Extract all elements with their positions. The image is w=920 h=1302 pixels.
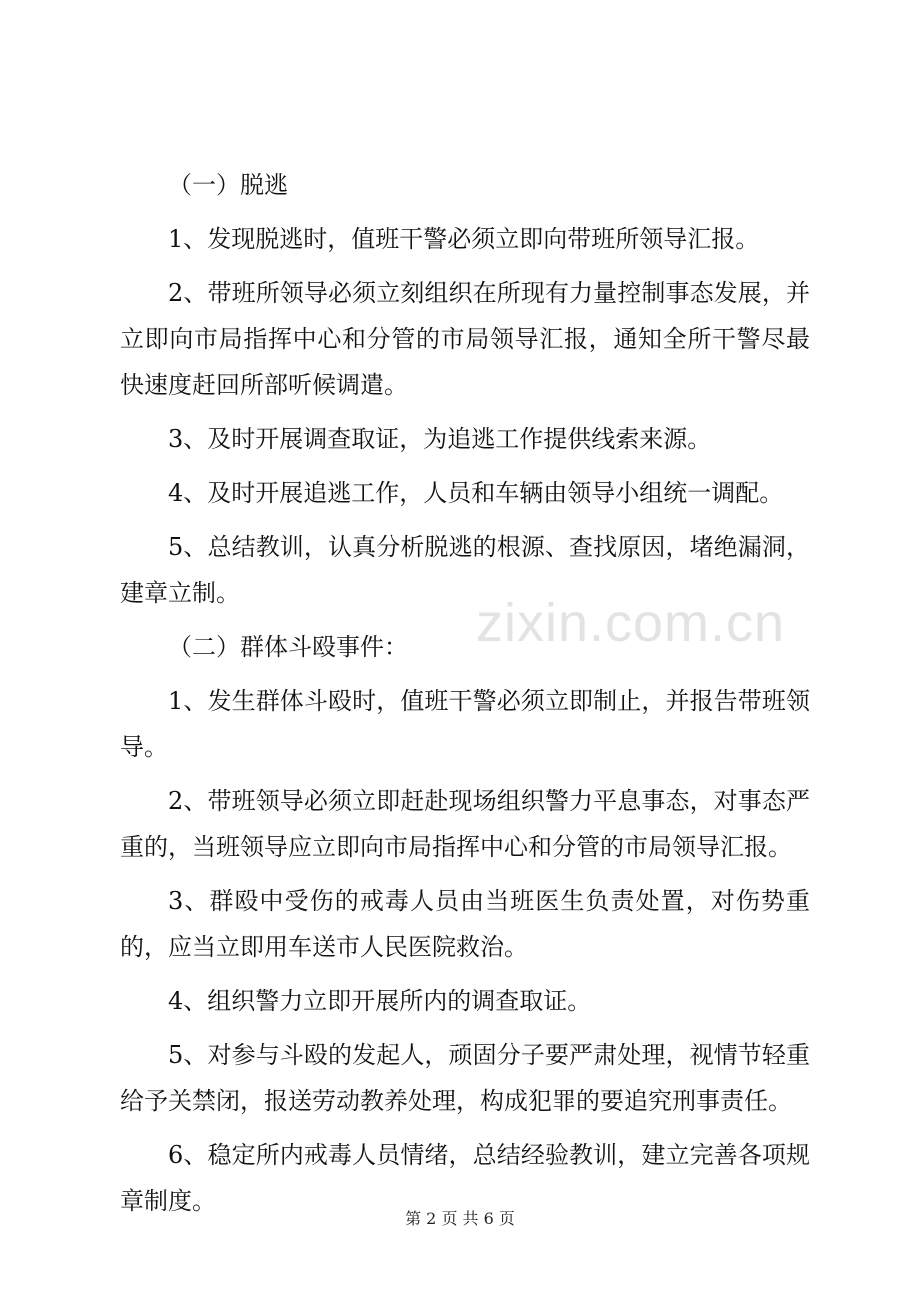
page-footer: 第 2 页 共 6 页 [405,1209,515,1228]
paragraph: 1、发生群体斗殴时，值班干警必须立即制止，并报告带班领导。 [120,687,810,761]
paragraph: 5、总结教训，认真分析脱逃的根源、查找原因，堵绝漏洞，建章立制。 [120,533,810,607]
paragraph: 2、带班领导必须立即赶赴现场组织警力平息事态，对事态严重的，当班领导应立即向市局指挥中心和分管的市局领导汇报。 [120,787,810,861]
paragraph: 6、稳定所内戒毒人员情绪，总结经验教训，建立完善各项规章制度。 [120,1141,810,1215]
section-heading-escape: （一）脱逃 [168,171,288,199]
watermark: zixin.com.cn [476,593,786,653]
paragraph: 4、组织警力立即开展所内的调查取证。 [168,987,592,1015]
paragraph: 4、及时开展追逃工作，人员和车辆由领导小组统一调配。 [168,479,784,507]
paragraph: 3、及时开展调查取证，为追逃工作提供线索来源。 [168,425,712,453]
paragraph: 5、对参与斗殴的发起人，顽固分子要严肃处理，视情节轻重给予关禁闭，报送劳动教养处理，构成犯罪的要追究刑事责任。 [120,1041,810,1115]
paragraph: 2、带班所领导必须立刻组织在所现有力量控制事态发展，并立即向市局指挥中心和分管的市局领导汇报，通知全所干警尽最快速度赶回所部听候调遣。 [120,279,810,399]
section-heading-group-fight: （二）群体斗殴事件： [168,633,408,661]
paragraph: 1、发现脱逃时，值班干警必须立即向带班所领导汇报。 [168,225,760,253]
document-body [120,162,810,1232]
paragraph: 3、群殴中受伤的戒毒人员由当班医生负责处置，对伤势重的，应当立即用车送市人民医院救治。 [120,887,810,961]
